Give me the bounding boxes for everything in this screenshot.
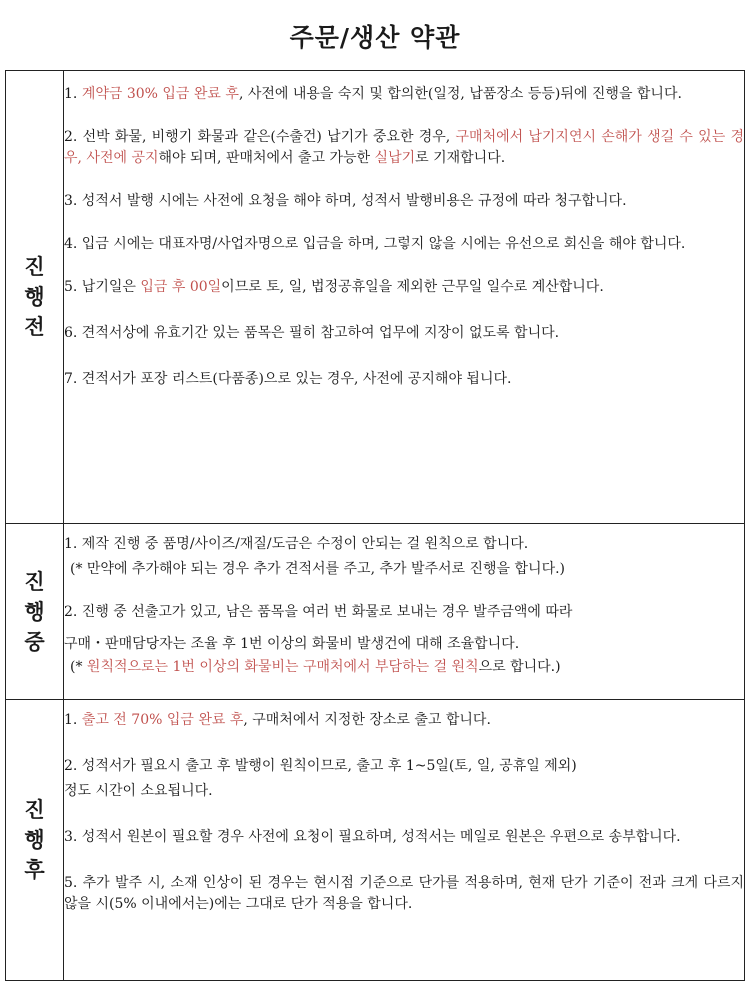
term-item: 7. 견적서가 포장 리스트(다품종)으로 있는 경우, 사전에 공지해야 됩니다. <box>64 371 512 387</box>
term-item: 3. 성적서 발행 시에는 사전에 요청을 해야 하며, 성적서 발행비용은 규정에 따라 청구합니다. <box>64 193 627 209</box>
term-item: 3. 성적서 원본이 필요할 경우 사전에 요청이 필요하며, 성적서는 메일로 원본은 우편으로 송부합니다. <box>64 829 681 845</box>
term-item-continued: 정도 시간이 소요됩니다. <box>64 783 213 799</box>
term-item: 1. 출고 전 70% 입금 완료 후, 구매처에서 지정한 장소로 출고 합니다. <box>64 712 491 728</box>
term-item: 5. 납기일은 입금 후 00일이므로 토, 일, 법정공휴일을 제외한 근무일 일수로 계산합니다. <box>64 279 604 295</box>
term-note: (* 원칙적으로는 1번 이상의 화물비는 구매처에서 부담하는 걸 원칙으로 합니다.) <box>70 659 561 675</box>
term-item: 2. 성적서가 필요시 출고 후 발행이 원칙이므로, 출고 후 1~5일(토, 일, 공휴일 제외) <box>64 758 577 774</box>
section-before-content <box>64 71 745 524</box>
term-item: 2. 진행 중 선출고가 있고, 남은 품목을 여러 번 화물로 보내는 경우 발주금액에 따라 <box>64 604 573 620</box>
term-item-continued: 구매・판매담당자는 조율 후 1번 이상의 화물비 발생건에 대해 조율합니다. <box>64 636 520 652</box>
page-title: 주문/생산 약관 <box>289 23 461 52</box>
section-after <box>6 700 745 981</box>
term-item: 2. 선박 화물, 비행기 화물과 같은(수출건) 납기가 중요한 경우, 구매처에서 납기지연시 손해가 생길 수 있는 경우, 사전에 공지해야 되며, 판매처에서 출고 가능한 실납기로 기재합니다. <box>64 129 744 166</box>
stage-label-before: 진 행 전 <box>6 71 64 524</box>
section-after-content <box>64 700 745 981</box>
term-note: (* 만약에 추가해야 되는 경우 추가 견적서를 주고, 추가 발주서로 진행을 합니다.) <box>70 561 566 577</box>
section-during-content <box>64 524 745 700</box>
term-item: 1. 제작 진행 중 품명/사이즈/재질/도금은 수정이 안되는 걸 원칙으로 합니다. <box>64 536 529 552</box>
term-item: 6. 견적서상에 유효기간 있는 품목은 필히 참고하여 업무에 지장이 없도록 합니다. <box>64 325 560 341</box>
stage-label-during: 진 행 중 <box>6 524 64 700</box>
section-during <box>6 524 745 700</box>
section-before <box>6 71 745 524</box>
term-item: 5. 추가 발주 시, 소재 인상이 된 경우는 현시점 기준으로 단가를 적용하며, 현재 단가 기준이 전과 크게 다르지 않을 시(5% 이내에서는)에는 그대로 단가 적용을 합니다. <box>64 875 744 912</box>
stage-label-after: 진 행 후 <box>6 700 64 981</box>
terms-table <box>5 70 745 981</box>
term-item: 1. 계약금 30% 입금 완료 후, 사전에 내용을 숙지 및 합의한(일정, 납품장소 등등)뒤에 진행을 합니다. <box>64 86 682 102</box>
term-item: 4. 입금 시에는 대표자명/사업자명으로 입금을 하며, 그렇지 않을 시에는 유선으로 회신을 해야 합니다. <box>64 236 686 252</box>
